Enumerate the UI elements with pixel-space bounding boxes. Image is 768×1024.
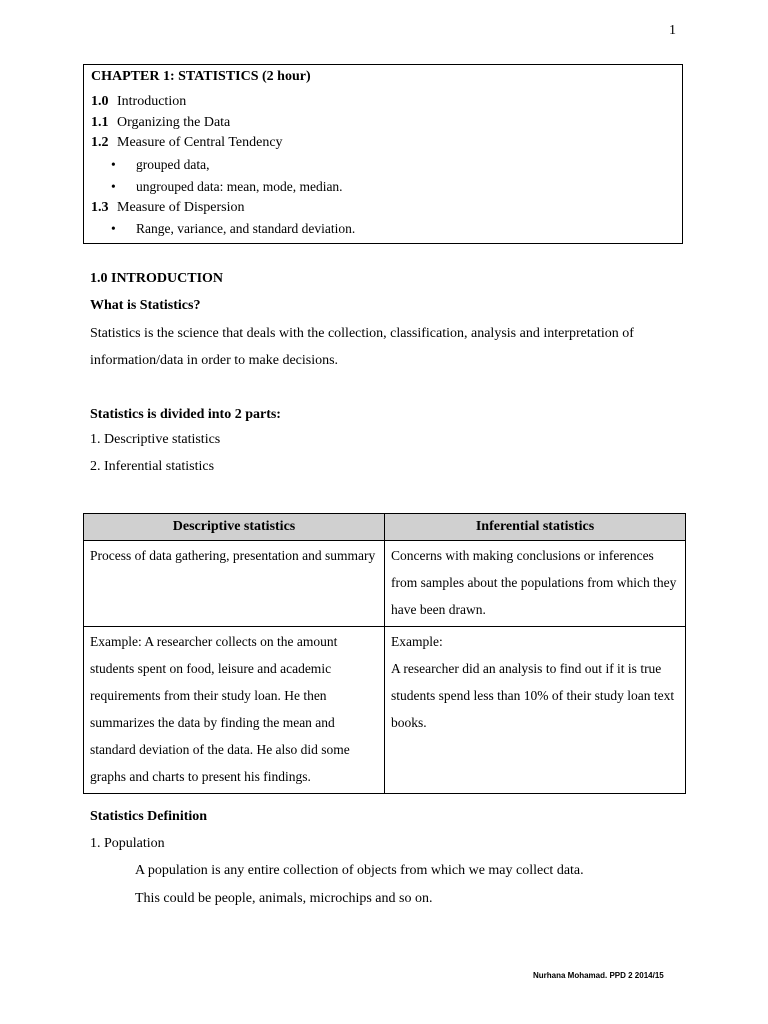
- toc-item: [91, 198, 675, 219]
- table-cell: Process of data gathering, presentation and summary: [84, 541, 385, 627]
- bullet-icon: •: [111, 221, 116, 236]
- parts-heading: Statistics is divided into 2 parts:: [90, 407, 281, 422]
- page-number: 1: [669, 23, 676, 38]
- toc-bullet-text: grouped data,: [136, 156, 210, 172]
- table-cell: Concerns with making conclusions or inferences from samples about the populations from which they have been drawn.: [385, 541, 686, 627]
- question-heading: What is Statistics?: [90, 298, 201, 313]
- definition-line: This could be people, animals, microchips and so on.: [135, 891, 433, 906]
- toc-label: Measure of Central Tendency: [117, 135, 283, 150]
- toc-item: [91, 133, 675, 154]
- column-header: Inferential statistics: [385, 514, 686, 541]
- table-row: [84, 627, 686, 794]
- toc-label: Organizing the Data: [117, 114, 231, 130]
- page-footer: Nurhana Mohamad. PPD 2 2014/15: [533, 971, 664, 980]
- definitions-heading: Statistics Definition: [90, 809, 208, 824]
- toc-number: 1.0: [91, 94, 109, 109]
- chapter-title: CHAPTER 1: STATISTICS (2 hour): [91, 69, 311, 84]
- toc-bullet: [91, 154, 675, 176]
- toc-bullet-text: Range, variance, and standard deviation.: [136, 221, 356, 236]
- toc-bullet: [91, 176, 675, 198]
- section-heading: 1.0 INTRODUCTION: [90, 271, 224, 286]
- table-row: [84, 541, 686, 627]
- toc-number: 1.3: [91, 199, 109, 215]
- table-header-row: [84, 514, 686, 541]
- toc-item: [91, 92, 675, 113]
- toc-number: 1.2: [91, 135, 109, 150]
- toc-bullet: [91, 218, 675, 240]
- table-cell: Example: A researcher did an analysis to find out if it is true students spend less than 10% of their study loan text books.: [385, 627, 686, 794]
- column-header: Descriptive statistics: [84, 514, 385, 541]
- statistics-definition: Statistics is the science that deals with the collection, classification, analysis and interpretation of information/data in order to make decisions.: [90, 326, 634, 368]
- toc-label: Measure of Dispersion: [117, 199, 245, 215]
- bullet-icon: •: [111, 156, 116, 172]
- definition-line: A population is any entire collection of objects from which we may collect data.: [135, 863, 584, 878]
- list-item: 2. Inferential statistics: [90, 459, 215, 474]
- toc-label: Introduction: [117, 94, 187, 109]
- table-cell: Example: A researcher collects on the amount students spent on food, leisure and academic requirements from their study loan. He then summarizes the data by finding the mean and standard deviation of the data. He also did some graphs and charts to present his findings.: [84, 627, 385, 794]
- toc-item: [91, 113, 675, 134]
- chapter-outline-box: [83, 64, 683, 244]
- bullet-icon: •: [111, 178, 116, 194]
- comparison-table: [83, 513, 686, 794]
- list-item: 1. Population: [90, 836, 165, 851]
- list-item: 1. Descriptive statistics: [90, 432, 221, 447]
- toc-bullet-text: ungrouped data: mean, mode, median.: [136, 178, 343, 194]
- toc-number: 1.1: [91, 114, 109, 130]
